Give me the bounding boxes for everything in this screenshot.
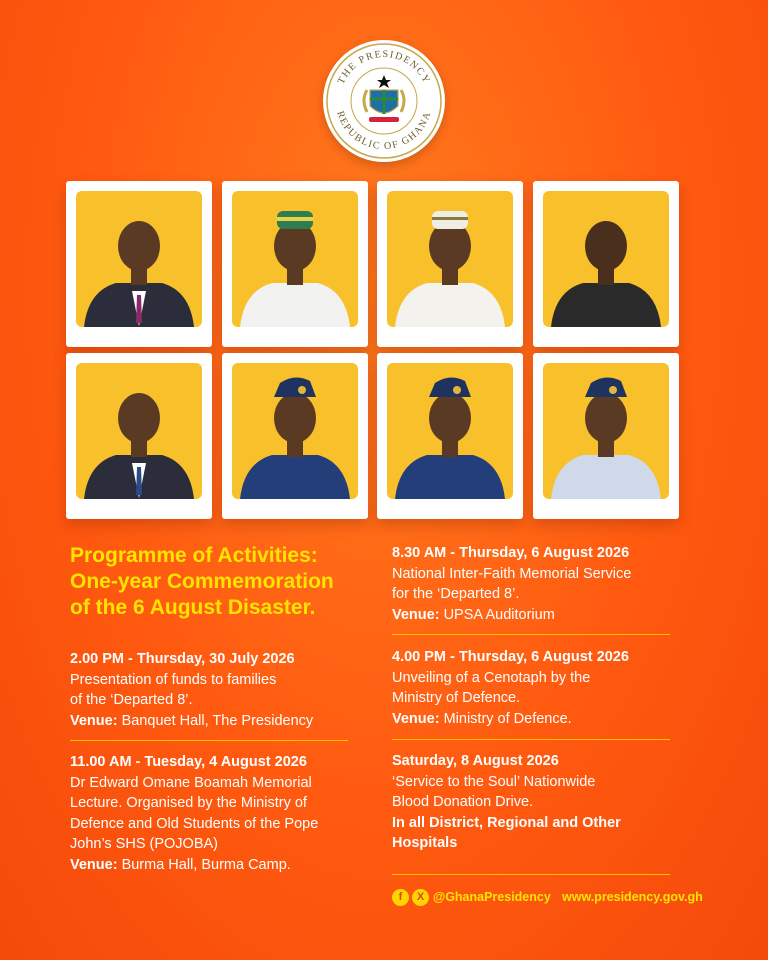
event-description: for the ‘Departed 8’. xyxy=(392,586,520,602)
social-handle[interactable]: @GhanaPresidency xyxy=(433,890,551,904)
venue-value: Banquet Hall, The Presidency xyxy=(117,712,314,729)
event-description: Dr Edward Omane Boamah Memorial xyxy=(70,774,312,791)
person-silhouette-icon xyxy=(543,191,669,327)
event-description: Ministry of Defence. xyxy=(392,690,521,706)
event-description: John’s SHS (POJOBA) xyxy=(70,836,219,852)
venue-label: Venue: xyxy=(70,712,118,729)
event-description: ‘Service to the Soul’ Nationwide xyxy=(392,773,596,790)
event-description: Presentation of funds to families xyxy=(70,671,277,688)
website-link[interactable]: www.presidency.gov.gh xyxy=(562,890,703,904)
event-description: Unveiling of a Cenotaph by the xyxy=(392,669,591,686)
divider xyxy=(392,739,670,740)
event-venue xyxy=(392,605,631,626)
event-venue xyxy=(70,711,313,732)
event-time: 8.30 AM - Thursday, 6 August 2026 xyxy=(392,545,630,561)
person-silhouette-icon xyxy=(387,191,513,327)
presidency-seal xyxy=(323,40,445,162)
event-time: 4.00 PM - Thursday, 6 August 2026 xyxy=(392,649,629,665)
headline-line: of the 6 August Disaster. xyxy=(70,596,316,619)
event-1 xyxy=(70,649,313,731)
person-silhouette-icon xyxy=(76,191,202,327)
facebook-icon[interactable]: f xyxy=(392,889,409,906)
event-time: Saturday, 8 August 2026 xyxy=(392,753,559,769)
event-4 xyxy=(392,647,629,729)
seal-bottom-text: REPUBLIC OF GHANA xyxy=(334,109,434,153)
x-icon[interactable]: X xyxy=(412,889,429,906)
headline-line: Programme of Activities: xyxy=(70,544,318,567)
event-location: In all District, Regional and Other xyxy=(392,814,621,831)
event-location: Hospitals xyxy=(392,835,458,851)
portrait-photo xyxy=(66,353,212,519)
event-description: Lecture. Organised by the Ministry of xyxy=(70,795,307,811)
event-time: 11.00 AM - Tuesday, 4 August 2026 xyxy=(70,754,307,770)
person-silhouette-icon xyxy=(387,363,513,499)
coat-of-arms-icon xyxy=(323,40,445,162)
portrait-photo xyxy=(377,353,523,519)
programme-headline xyxy=(70,543,370,621)
person-silhouette-icon xyxy=(543,363,669,499)
headline-line: One-year Commemoration xyxy=(70,570,334,593)
divider xyxy=(392,874,670,875)
event-3 xyxy=(392,543,631,625)
divider xyxy=(392,634,670,635)
event-2 xyxy=(70,752,318,875)
person-silhouette-icon xyxy=(76,363,202,499)
portrait-photo xyxy=(533,181,679,347)
event-venue xyxy=(392,709,629,730)
event-description: National Inter-Faith Memorial Service xyxy=(392,565,632,582)
portrait-photo xyxy=(377,181,523,347)
event-venue xyxy=(70,855,318,876)
event-5 xyxy=(392,751,621,854)
person-silhouette-icon xyxy=(232,191,358,327)
social-footer xyxy=(392,887,551,907)
website-footer xyxy=(562,887,703,907)
event-description: Defence and Old Students of the Pope xyxy=(70,815,319,832)
seal-top-text: THE PRESIDENCY xyxy=(335,48,433,87)
portrait-photo xyxy=(222,181,368,347)
event-description: of the ‘Departed 8’. xyxy=(70,692,193,708)
venue-label: Venue: xyxy=(392,606,440,623)
portrait-photo xyxy=(66,181,212,347)
venue-value: Ministry of Defence. xyxy=(439,710,572,727)
venue-label: Venue: xyxy=(70,856,118,873)
venue-label: Venue: xyxy=(392,710,440,727)
event-time: 2.00 PM - Thursday, 30 July 2026 xyxy=(70,651,295,667)
portrait-photo xyxy=(222,353,368,519)
portrait-photo xyxy=(533,353,679,519)
divider xyxy=(70,740,348,741)
venue-value: Burma Hall, Burma Camp. xyxy=(117,856,291,873)
venue-value: UPSA Auditorium xyxy=(439,606,555,623)
person-silhouette-icon xyxy=(232,363,358,499)
event-description: Blood Donation Drive. xyxy=(392,794,534,810)
